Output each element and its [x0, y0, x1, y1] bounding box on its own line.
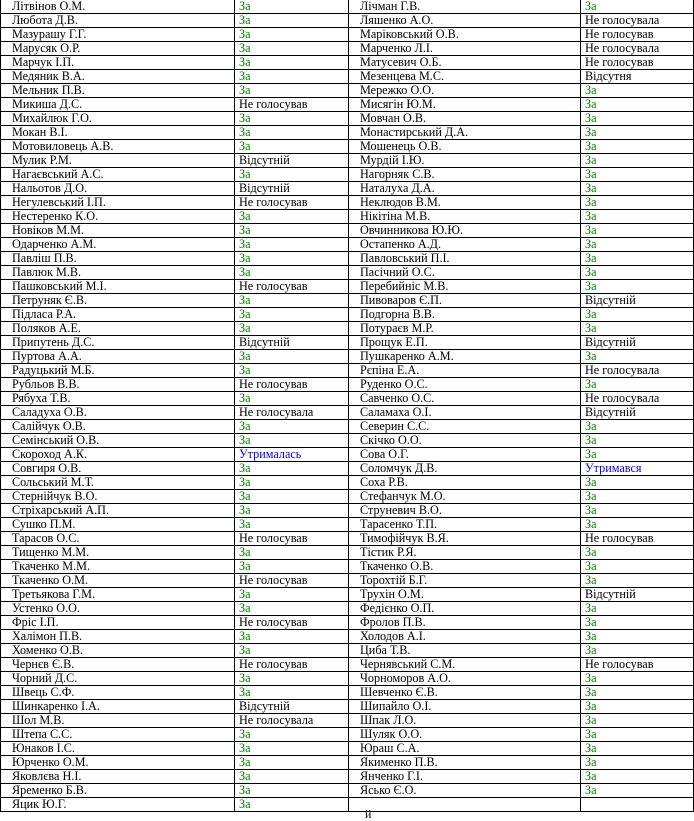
vote-result: За [235, 728, 349, 742]
vote-result: Не голосував [235, 378, 349, 392]
table-row [1, 364, 694, 378]
deputy-name: Прощук Е.П. [349, 336, 581, 350]
table-row [1, 756, 694, 770]
deputy-name: Тістик Р.Я. [349, 546, 581, 560]
deputy-name: Пушкаренко А.М. [349, 350, 581, 364]
deputy-name: Мезенцева М.С. [349, 70, 581, 84]
vote-result: За [581, 84, 694, 98]
vote-result: За [581, 280, 694, 294]
table-row [1, 266, 694, 280]
table-row [1, 504, 694, 518]
vote-result: За [581, 518, 694, 532]
table-row [1, 322, 694, 336]
table-row [1, 784, 694, 798]
deputy-name: Семінський О.В. [1, 434, 235, 448]
vote-result: Не голосував [235, 280, 349, 294]
vote-result: За [581, 126, 694, 140]
vote-result: Не голосував [235, 532, 349, 546]
vote-result: Не голосував [235, 616, 349, 630]
table-row [1, 518, 694, 532]
vote-result: Не голосувала [581, 392, 694, 406]
vote-result: Не голосував [581, 28, 694, 42]
vote-result: За [235, 238, 349, 252]
deputy-name: Шол М.В. [1, 714, 235, 728]
deputy-name: Юраш С.А. [349, 742, 581, 756]
table-row [1, 224, 694, 238]
table-row [1, 378, 694, 392]
table-row [1, 252, 694, 266]
deputy-name: Сушко П.М. [1, 518, 235, 532]
deputy-name: Юрченко О.М. [1, 756, 235, 770]
vote-result: За [235, 210, 349, 224]
deputy-name: Пашковський М.І. [1, 280, 235, 294]
vote-result: Не голосував [581, 658, 694, 672]
vote-result: За [581, 770, 694, 784]
deputy-name: Рябуха Т.В. [1, 392, 235, 406]
vote-result: За [581, 322, 694, 336]
vote-result: За [581, 266, 694, 280]
vote-result: За [581, 252, 694, 266]
table-row [1, 294, 694, 308]
deputy-name: Новіков М.М. [1, 224, 235, 238]
table-row [1, 196, 694, 210]
vote-result: За [581, 742, 694, 756]
deputy-name: Яцик Ю.Г. [1, 798, 235, 812]
deputy-name: Мулик Р.М. [1, 154, 235, 168]
table-row [1, 280, 694, 294]
vote-result: За [235, 84, 349, 98]
table-row [1, 168, 694, 182]
deputy-name: Скічко О.О. [349, 434, 581, 448]
deputy-name: Мельник П.В. [1, 84, 235, 98]
deputy-name: Мовчан О.В. [349, 112, 581, 126]
deputy-name: Матусевич О.Б. [349, 56, 581, 70]
deputy-name: Мокан В.І. [1, 126, 235, 140]
table-row [1, 714, 694, 728]
vote-result: Утрималась [235, 448, 349, 462]
deputy-name: Яременко Б.В. [1, 784, 235, 798]
deputy-name: Тимофійчук В.Я. [349, 532, 581, 546]
table-row [1, 56, 694, 70]
table-row [1, 546, 694, 560]
deputy-name: Тарасенко Т.П. [349, 518, 581, 532]
vote-result: За [235, 14, 349, 28]
table-row [1, 728, 694, 742]
table-row [1, 28, 694, 42]
vote-result: За [235, 560, 349, 574]
deputy-name: Нікітіна М.В. [349, 210, 581, 224]
vote-result: Відсутній [235, 700, 349, 714]
deputy-name: Ясько Є.О. [349, 784, 581, 798]
deputy-name: Марчук І.П. [1, 56, 235, 70]
table-row [1, 210, 694, 224]
vote-result: За [235, 294, 349, 308]
deputy-name: Літвінов О.М. [1, 0, 235, 14]
vote-result: Відсутній [581, 294, 694, 308]
vote-result: Не голосував [235, 658, 349, 672]
vote-result: За [235, 546, 349, 560]
deputy-name: Марченко Л.І. [349, 42, 581, 56]
deputy-name: Струневич В.О. [349, 504, 581, 518]
deputy-name: Трухін О.М. [349, 588, 581, 602]
vote-result: За [235, 322, 349, 336]
table-row [1, 574, 694, 588]
vote-result: Не голосував [581, 56, 694, 70]
vote-result: За [581, 420, 694, 434]
deputy-name: Тарасов О.С. [1, 532, 235, 546]
table-row [1, 700, 694, 714]
table-row [1, 770, 694, 784]
table-row [1, 742, 694, 756]
table-row [1, 532, 694, 546]
vote-result: За [581, 616, 694, 630]
deputy-name: Тищенко М.М. [1, 546, 235, 560]
vote-result: За [235, 770, 349, 784]
deputy-name: Мотовиловець А.В. [1, 140, 235, 154]
deputy-name: Підласа Р.А. [1, 308, 235, 322]
vote-result: За [235, 168, 349, 182]
deputy-name: Штепа С.С. [1, 728, 235, 742]
deputy-name: Михайлюк Г.О. [1, 112, 235, 126]
vote-result: Утримався [581, 462, 694, 476]
vote-result: За [235, 140, 349, 154]
vote-result: За [235, 420, 349, 434]
deputy-name: Наталуха Д.А. [349, 182, 581, 196]
deputy-name: Халімон П.В. [1, 630, 235, 644]
vote-result: За [235, 308, 349, 322]
page-bottom-fragment: й [365, 807, 372, 821]
vote-result: За [581, 0, 694, 14]
table-row [1, 336, 694, 350]
vote-result: За [581, 112, 694, 126]
deputy-name: Савченко О.С. [349, 392, 581, 406]
table-row [1, 112, 694, 126]
deputy-name: Подгорна В.В. [349, 308, 581, 322]
deputy-name: Якименко П.В. [349, 756, 581, 770]
deputy-name: Чорний Д.С. [1, 672, 235, 686]
vote-result: За [235, 756, 349, 770]
deputy-name: Овчинникова Ю.Ю. [349, 224, 581, 238]
deputy-name: Пивоваров Є.П. [349, 294, 581, 308]
deputy-name: Северин С.С. [349, 420, 581, 434]
deputy-name: Циба Т.В. [349, 644, 581, 658]
table-row [1, 308, 694, 322]
vote-result: За [235, 630, 349, 644]
vote-result: За [235, 252, 349, 266]
vote-result: За [581, 182, 694, 196]
table-row [1, 490, 694, 504]
deputy-name: Ткаченко М.М. [1, 560, 235, 574]
deputy-name: Шинкаренко І.А. [1, 700, 235, 714]
deputy-name: Мошенець О.В. [349, 140, 581, 154]
vote-result: За [235, 588, 349, 602]
deputy-name: Торохтій Б.Г. [349, 574, 581, 588]
vote-result: За [581, 602, 694, 616]
table-row [1, 392, 694, 406]
deputy-name: Сольський М.Т. [1, 476, 235, 490]
vote-result: Відсутня [581, 70, 694, 84]
table-row [1, 672, 694, 686]
vote-result [581, 798, 694, 812]
table-row [1, 686, 694, 700]
table-row [1, 630, 694, 644]
vote-result: Відсутній [581, 588, 694, 602]
deputy-name: Пасічний О.С. [349, 266, 581, 280]
deputy-name: Ткаченко О.В. [349, 560, 581, 574]
deputy-name: Нагаєвський А.С. [1, 168, 235, 182]
vote-result: За [581, 546, 694, 560]
deputy-name: Саламаха О.І. [349, 406, 581, 420]
vote-result: Відсутній [581, 406, 694, 420]
vote-result: Не голосувала [235, 714, 349, 728]
table-row [1, 182, 694, 196]
deputy-name: Юнаков І.С. [1, 742, 235, 756]
vote-result: За [235, 742, 349, 756]
vote-result: За [581, 196, 694, 210]
deputy-name: Радуцький М.Б. [1, 364, 235, 378]
vote-result: За [581, 224, 694, 238]
vote-result: За [581, 784, 694, 798]
deputy-name: Стефанчук М.О. [349, 490, 581, 504]
deputy-name: Одарченко А.М. [1, 238, 235, 252]
deputy-name: Хоменко О.В. [1, 644, 235, 658]
vote-result: За [581, 98, 694, 112]
vote-results-body [1, 0, 694, 821]
vote-result: За [235, 28, 349, 42]
deputy-name: Мурдій І.Ю. [349, 154, 581, 168]
vote-result: За [235, 602, 349, 616]
vote-result: За [235, 798, 349, 812]
deputy-name: Мазурашу Г.Г. [1, 28, 235, 42]
vote-result: За [581, 644, 694, 658]
deputy-name: Стріхарський А.П. [1, 504, 235, 518]
vote-result: За [581, 714, 694, 728]
vote-result: За [581, 630, 694, 644]
vote-result: За [581, 504, 694, 518]
vote-result: Відсутній [581, 336, 694, 350]
deputy-name: Монастирський Д.А. [349, 126, 581, 140]
deputy-name: Шипайло О.І. [349, 700, 581, 714]
deputy-name: Лічман Г.В. [349, 0, 581, 14]
deputy-name: Любота Д.В. [1, 14, 235, 28]
table-row [1, 462, 694, 476]
deputy-name: Маріковський О.В. [349, 28, 581, 42]
table-row [1, 798, 694, 812]
table-row [1, 98, 694, 112]
vote-result: Не голосувала [235, 406, 349, 420]
vote-result: За [235, 126, 349, 140]
vote-result: За [581, 210, 694, 224]
deputy-name: Руденко О.С. [349, 378, 581, 392]
deputy-name: Павлюк М.В. [1, 266, 235, 280]
table-row [1, 0, 694, 14]
vote-result: За [581, 560, 694, 574]
table-row [1, 126, 694, 140]
vote-result: Не голосувала [581, 14, 694, 28]
deputy-name: Мережко О.О. [349, 84, 581, 98]
deputy-name: Соха Р.В. [349, 476, 581, 490]
deputy-name: Саладуха О.В. [1, 406, 235, 420]
deputy-name: Нестеренко К.О. [1, 210, 235, 224]
deputy-name: Яковлєва Н.І. [1, 770, 235, 784]
vote-result: Не голосував [235, 574, 349, 588]
deputy-name: Третьякова Г.М. [1, 588, 235, 602]
vote-result: За [581, 140, 694, 154]
vote-result: Не голосувала [581, 364, 694, 378]
deputy-name: Поляков А.Е. [1, 322, 235, 336]
deputy-name: Медяник В.А. [1, 70, 235, 84]
vote-result: За [235, 364, 349, 378]
vote-result: Не голосував [235, 196, 349, 210]
vote-result: Не голосував [581, 532, 694, 546]
deputy-name: Пуртова А.А. [1, 350, 235, 364]
vote-result: За [235, 462, 349, 476]
deputy-name: Фролов П.В. [349, 616, 581, 630]
vote-result: За [235, 350, 349, 364]
deputy-name: Чорноморов А.О. [349, 672, 581, 686]
table-row [1, 644, 694, 658]
deputy-name: Чернєв Є.В. [1, 658, 235, 672]
deputy-name: Марусяк О.Р. [1, 42, 235, 56]
deputy-name: Янченко Г.І. [349, 770, 581, 784]
deputy-name: Чернявський С.М. [349, 658, 581, 672]
deputy-name: Стернійчук В.О. [1, 490, 235, 504]
vote-result: За [235, 0, 349, 14]
deputy-name: Федієнко О.П. [349, 602, 581, 616]
vote-result: За [581, 378, 694, 392]
vote-result: За [235, 56, 349, 70]
deputy-name: Устенко О.О. [1, 602, 235, 616]
table-row [1, 602, 694, 616]
deputy-name: Остапенко А.Д. [349, 238, 581, 252]
table-row [1, 70, 694, 84]
vote-result: За [235, 266, 349, 280]
table-row [1, 154, 694, 168]
table-row [1, 434, 694, 448]
vote-result: Відсутній [235, 154, 349, 168]
deputy-name: Ткаченко О.М. [1, 574, 235, 588]
deputy-name: Совгиря О.В. [1, 462, 235, 476]
table-row [1, 42, 694, 56]
vote-result: За [235, 392, 349, 406]
table-row [1, 560, 694, 574]
vote-result: За [235, 644, 349, 658]
vote-result: За [235, 686, 349, 700]
vote-result: За [581, 574, 694, 588]
deputy-name: Ляшенко А.О. [349, 14, 581, 28]
deputy-name: Негулевський І.П. [1, 196, 235, 210]
table-row [1, 588, 694, 602]
deputy-name: Сова О.Г. [349, 448, 581, 462]
deputy-name: Шевченко Є.В. [349, 686, 581, 700]
vote-result: За [581, 756, 694, 770]
vote-result: Не голосував [235, 98, 349, 112]
vote-result: За [581, 686, 694, 700]
vote-result: За [235, 476, 349, 490]
deputy-name: Микиша Д.С. [1, 98, 235, 112]
deputy-name [349, 798, 581, 821]
vote-result: За [235, 224, 349, 238]
deputy-name: Соломчук Д.В. [349, 462, 581, 476]
table-row [1, 616, 694, 630]
table-row [1, 420, 694, 434]
vote-result: Не голосувала [581, 42, 694, 56]
deputy-name: Шуляк О.О. [349, 728, 581, 742]
deputy-name: Швець С.Ф. [1, 686, 235, 700]
deputy-name: Холодов А.І. [349, 630, 581, 644]
vote-result: За [581, 350, 694, 364]
deputy-name: Потураєв М.Р. [349, 322, 581, 336]
table-row [1, 350, 694, 364]
table-row [1, 476, 694, 490]
vote-result: За [235, 434, 349, 448]
deputy-name: Салійчук О.В. [1, 420, 235, 434]
deputy-name: Шпак Л.О. [349, 714, 581, 728]
vote-result: За [581, 672, 694, 686]
table-row [1, 406, 694, 420]
vote-result: За [235, 42, 349, 56]
table-row [1, 238, 694, 252]
vote-result: За [581, 448, 694, 462]
table-row [1, 448, 694, 462]
vote-result: За [235, 518, 349, 532]
deputy-name: Павліш П.В. [1, 252, 235, 266]
vote-result: За [235, 490, 349, 504]
deputy-name: Нальотов Д.О. [1, 182, 235, 196]
vote-result: За [581, 238, 694, 252]
vote-result: За [581, 700, 694, 714]
deputy-name: Павловський П.І. [349, 252, 581, 266]
deputy-name: Рубльов В.В. [1, 378, 235, 392]
vote-result: За [235, 504, 349, 518]
deputy-name: Петруняк Є.В. [1, 294, 235, 308]
deputy-name: Фріс І.П. [1, 616, 235, 630]
vote-result: За [235, 784, 349, 798]
deputy-name: Припутень Д.С. [1, 336, 235, 350]
table-row [1, 658, 694, 672]
deputy-name: Перебийніс М.В. [349, 280, 581, 294]
vote-result: За [235, 672, 349, 686]
vote-result: За [581, 154, 694, 168]
table-row [1, 84, 694, 98]
table-row [1, 14, 694, 28]
vote-result: За [581, 476, 694, 490]
vote-result: За [235, 70, 349, 84]
deputy-name: Мисягін Ю.М. [349, 98, 581, 112]
vote-result: Відсутній [235, 182, 349, 196]
vote-result: За [235, 112, 349, 126]
vote-result: За [581, 490, 694, 504]
deputy-name: Рєпіна Е.А. [349, 364, 581, 378]
vote-result: За [581, 308, 694, 322]
vote-result: Відсутній [235, 336, 349, 350]
vote-result: За [581, 168, 694, 182]
vote-result: За [581, 434, 694, 448]
vote-result: За [581, 728, 694, 742]
deputy-name: Нагорняк С.В. [349, 168, 581, 182]
deputy-name: Скороход А.К. [1, 448, 235, 462]
table-row [1, 140, 694, 154]
deputy-name: Неклюдов В.М. [349, 196, 581, 210]
